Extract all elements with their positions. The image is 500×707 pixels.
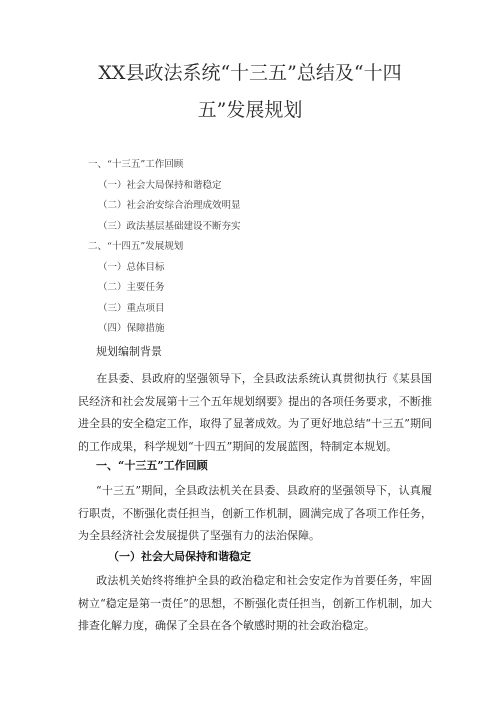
document-title-line-1: XX县政法系统“十三五”总结及“十四: [98, 62, 402, 84]
background-heading: 规划编制背景: [96, 345, 162, 358]
stability-paragraph-text: 政法机关始终将维护全县的政治稳定和社会安定作为首要任务，牢固树立“稳定是第一责任”的思想，不断强化责任担当，创新工作机制，加大排查化解力度，确保了全县在各个敏感时期的社会政治稳定。: [78, 574, 432, 632]
toc-item: （四）保障措施: [98, 323, 165, 334]
toc-item: 二、“十四五”发展规划: [88, 241, 184, 252]
background-paragraph-text: 在县委、县政府的坚强领导下，全县政法系统认真贯彻执行《某县国民经济和社会发展第十三个五年规划纲要》提出的各项任务要求，不断推进全县的安全稳定工作，取得了显著成效。为了更好地总结“十三五”期间的工作成果，科学规划“十四五”期间的发展蓝图，特制定本规划。: [78, 372, 432, 453]
stability-paragraph: [78, 570, 432, 638]
section-heading-review: 一、“十三五”工作回顾: [96, 459, 208, 472]
review-paragraph: [78, 480, 432, 548]
toc-item: （二）主要任务: [98, 282, 165, 293]
toc-item: （三）政法基层基础建设不断夯实: [98, 220, 241, 232]
subsection-heading-stability: （一）社会大局保持和谐稳定: [108, 550, 251, 563]
review-paragraph-text: “十三五”期间，全县政法机关在县委、县政府的坚强领导下，认真履行职责，不断强化责任担当，创新工作机制，圆满完成了各项工作任务，为全县经济社会发展提供了坚强有力的法治保障。: [78, 484, 432, 542]
document-title-line-2: 五”发展规划: [197, 99, 303, 121]
background-paragraph: [78, 368, 432, 458]
toc-item: （一）总体目标: [98, 261, 165, 273]
toc-item: （一）社会大局保持和谐稳定: [98, 179, 222, 191]
table-of-contents: [88, 155, 468, 340]
toc-item: （三）重点项目: [98, 302, 165, 314]
toc-item: （二）社会治安综合治理成效明显: [98, 200, 241, 211]
toc-item: 一、“十三五”工作回顾: [88, 159, 184, 170]
